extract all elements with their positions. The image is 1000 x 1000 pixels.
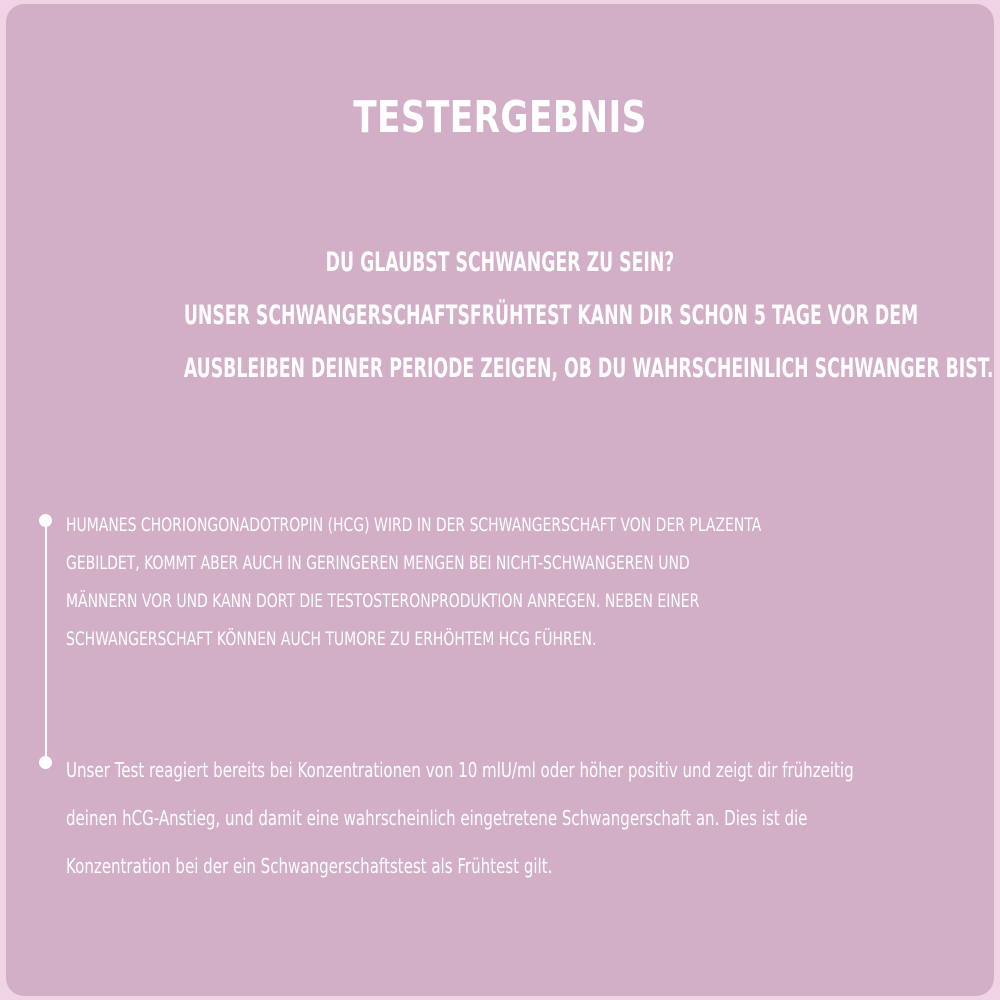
bullet-dot-icon (39, 514, 52, 527)
intro-line: UNSER SCHWANGERSCHAFTSFRÜHTEST KANN DIR SCHON 5 TAGE VOR DEM (183, 300, 919, 331)
bullet-dot-icon (39, 756, 52, 769)
intro-text (6, 236, 994, 395)
paragraph-line: GEBILDET, KOMMT ABER AUCH IN GERINGEREN MENGEN BEI NICHT-SCHWANGEREN UND (66, 552, 690, 574)
intro-line: AUSBLEIBEN DEINER PERIODE ZEIGEN, OB DU WAHRSCHEINLICH SCHWANGER BIST. (183, 353, 994, 384)
test-sensitivity-paragraph (66, 746, 994, 890)
paragraph-line: Unser Test reagiert bereits bei Konzentrationen von 10 mlU/ml oder höher positiv und zeigt dir frühzeitig (66, 758, 854, 782)
paragraph-line: Konzentration bei der ein Schwangerschaftstest als Frühtest gilt. (66, 854, 553, 878)
info-card (6, 4, 994, 996)
timeline-connector (45, 518, 47, 760)
intro-line: DU GLAUBST SCHWANGER ZU SEIN? (325, 247, 675, 278)
paragraph-line: deinen hCG-Anstieg, und damit eine wahrscheinlich eingetretene Schwangerschaft an. Dies ist die (66, 806, 808, 830)
paragraph-line: MÄNNERN VOR UND KANN DORT DIE TESTOSTERONPRODUKTION ANREGEN. NEBEN EINER (66, 590, 700, 612)
paragraph-line: HUMANES CHORIONGONADOTROPIN (HCG) WIRD IN DER SCHWANGERSCHAFT VON DER PLAZENTA (66, 514, 762, 536)
page-title: TESTERGEBNIS (353, 92, 647, 143)
paragraph-line: SCHWANGERSCHAFT KÖNNEN AUCH TUMORE ZU ERHÖHTEM HCG FÜHREN. (66, 628, 597, 650)
hcg-info-paragraph (66, 506, 994, 658)
